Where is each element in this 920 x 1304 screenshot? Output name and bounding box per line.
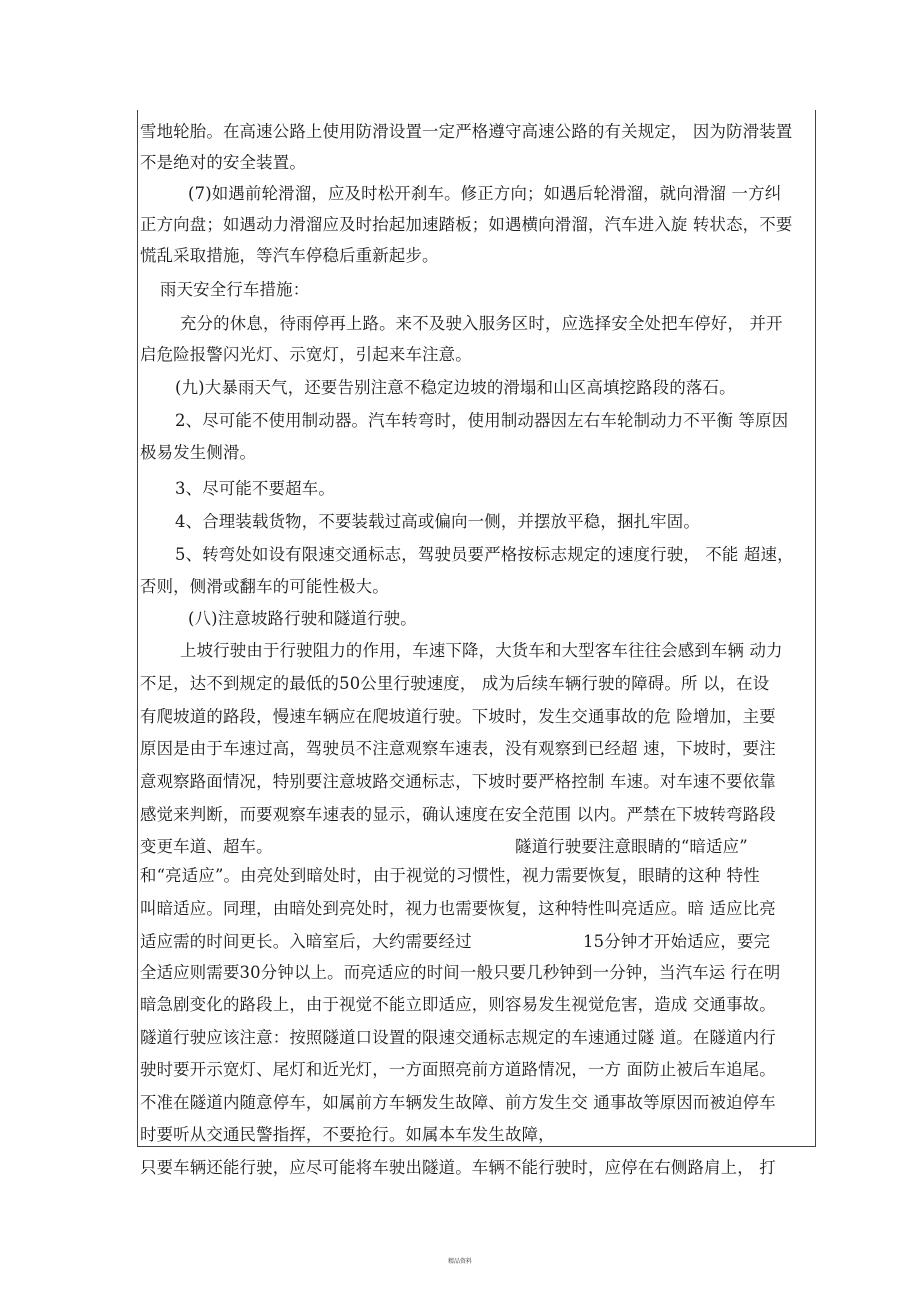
text-line: 慌乱采取措施，等汽车停稳后重新起步。 bbox=[140, 246, 439, 265]
text-line: 2、尽可能不使用制动器。汽车转弯时，使用制动器因左右车轮制动力不平衡 等原因 bbox=[175, 411, 789, 430]
text-line: 时要听从交通民警指挥，不要抢行。如属本车发生故障， bbox=[140, 1125, 555, 1144]
text-line: 叫暗适应。同理，由暗处到亮处时，视力也需要恢复，这种特性叫亮适应。暗 适应比亮 bbox=[140, 899, 776, 918]
text-line: 不是绝对的安全装置。 bbox=[140, 153, 306, 172]
text-line: 不准在隧道内随意停车，如属前方车辆发生故障、前方发生交 通事故等原因而被迫停车 bbox=[140, 1093, 776, 1112]
text-line: 4、合理装载货物，不要装载过高或偏向一侧，并摆放平稳，捆扎牢固。 bbox=[175, 512, 700, 531]
text-line: 只要车辆还能行驶，应尽可能将车驶出隧道。车辆不能行驶时，应停在右侧路肩上， 打 bbox=[140, 1158, 776, 1177]
text-line: 3、尽可能不要超车。 bbox=[175, 479, 335, 498]
text-line: 充分的休息，待雨停再上路。来不及驶入服务区时，应选择安全处把车停好， 并开 bbox=[180, 314, 783, 333]
text-line: 上坡行驶由于行驶阻力的作用，车速下降，大货车和大型客车往往会感到车辆 动力 bbox=[180, 641, 783, 660]
text-line: 有爬坡道的路段，慢速车辆应在爬坡道行驶。下坡时，发生交通事故的危 险增加，主要 bbox=[140, 707, 776, 726]
section-heading: (八)注意坡路行驶和隧道行驶。 bbox=[188, 609, 417, 628]
text-line: 启危险报警闪光灯、示宽灯，引起来车注意。 bbox=[140, 345, 472, 364]
text-line: 适应需的时间更长。入暗室后，大约需要经过 bbox=[140, 932, 472, 951]
text-line: 极易发生侧滑。 bbox=[140, 443, 257, 462]
text-line: (7)如遇前轮滑溜，应及时松开刹车。修正方向；如遇后轮滑溜，就向滑溜 一方纠 bbox=[188, 184, 782, 203]
text-line: 正方向盘；如遇动力滑溜应及时抬起加速踏板；如遇横向滑溜，汽车进入旋 转状态，不要 bbox=[140, 215, 793, 234]
text-line: 驶时要开示宽灯、尾灯和近光灯，一方面照亮前方道路情况，一方 面防止被后车追尾。 bbox=[140, 1060, 776, 1079]
text-line: 隧道行驶应该注意：按照隧道口设置的限速交通标志规定的车速通过隧 道。在隧道内行 bbox=[140, 1028, 776, 1047]
text-line: 原因是由于车速过高，驾驶员不注意观察车速表，没有观察到已经超 速，下坡时，要注 bbox=[140, 739, 776, 758]
text-line: 15分钟才开始适应，要完 bbox=[583, 932, 771, 951]
section-heading: 雨天安全行车措施： bbox=[160, 280, 310, 299]
text-line: 暗急剧变化的路段上，由于视觉不能立即适应，则容易发生视觉危害，造成 交通事故。 bbox=[140, 995, 776, 1014]
text-line: 和“亮适应”。由亮处到暗处时，由于视觉的习惯性，视力需要恢复，眼睛的这种 特性 bbox=[140, 866, 760, 885]
text-line: 意观察路面情况，特别要注意坡路交通标志，下坡时要严格控制 车速。对车速不要依靠 bbox=[140, 772, 776, 791]
text-line: 否则，侧滑或翻车的可能性极大。 bbox=[140, 577, 389, 596]
text-line: 5、转弯处如设有限速交通标志，驾驶员要严格按标志规定的速度行驶， 不能 超速， bbox=[175, 545, 794, 564]
page-footer: 精品资料 bbox=[447, 1258, 472, 1265]
text-line: (九)大暴雨天气，还要告别注意不稳定边坡的滑塌和山区高填挖路段的落石。 bbox=[175, 378, 736, 397]
text-line: 变更车道、超车。 bbox=[140, 837, 273, 856]
text-line: 感觉来判断，而要观察车速表的显示，确认速度在安全范围 以内。严禁在下坡转弯路段 bbox=[140, 805, 776, 824]
text-line: 隧道行驶要注意眼睛的“暗适应” bbox=[515, 837, 748, 856]
text-line: 不足，达不到规定的最低的50公里行驶速度， 成为后续车辆行驶的障碍。所 以，在设 bbox=[140, 674, 770, 693]
text-line: 雪地轮胎。在高速公路上使用防滑设置一定严格遵守高速公路的有关规定， 因为防滑装置 bbox=[140, 122, 793, 141]
text-line: 全适应则需要30分钟以上。而亮适应的时间一般只要几秒钟到一分钟，当汽车运 行在明 bbox=[140, 963, 781, 982]
